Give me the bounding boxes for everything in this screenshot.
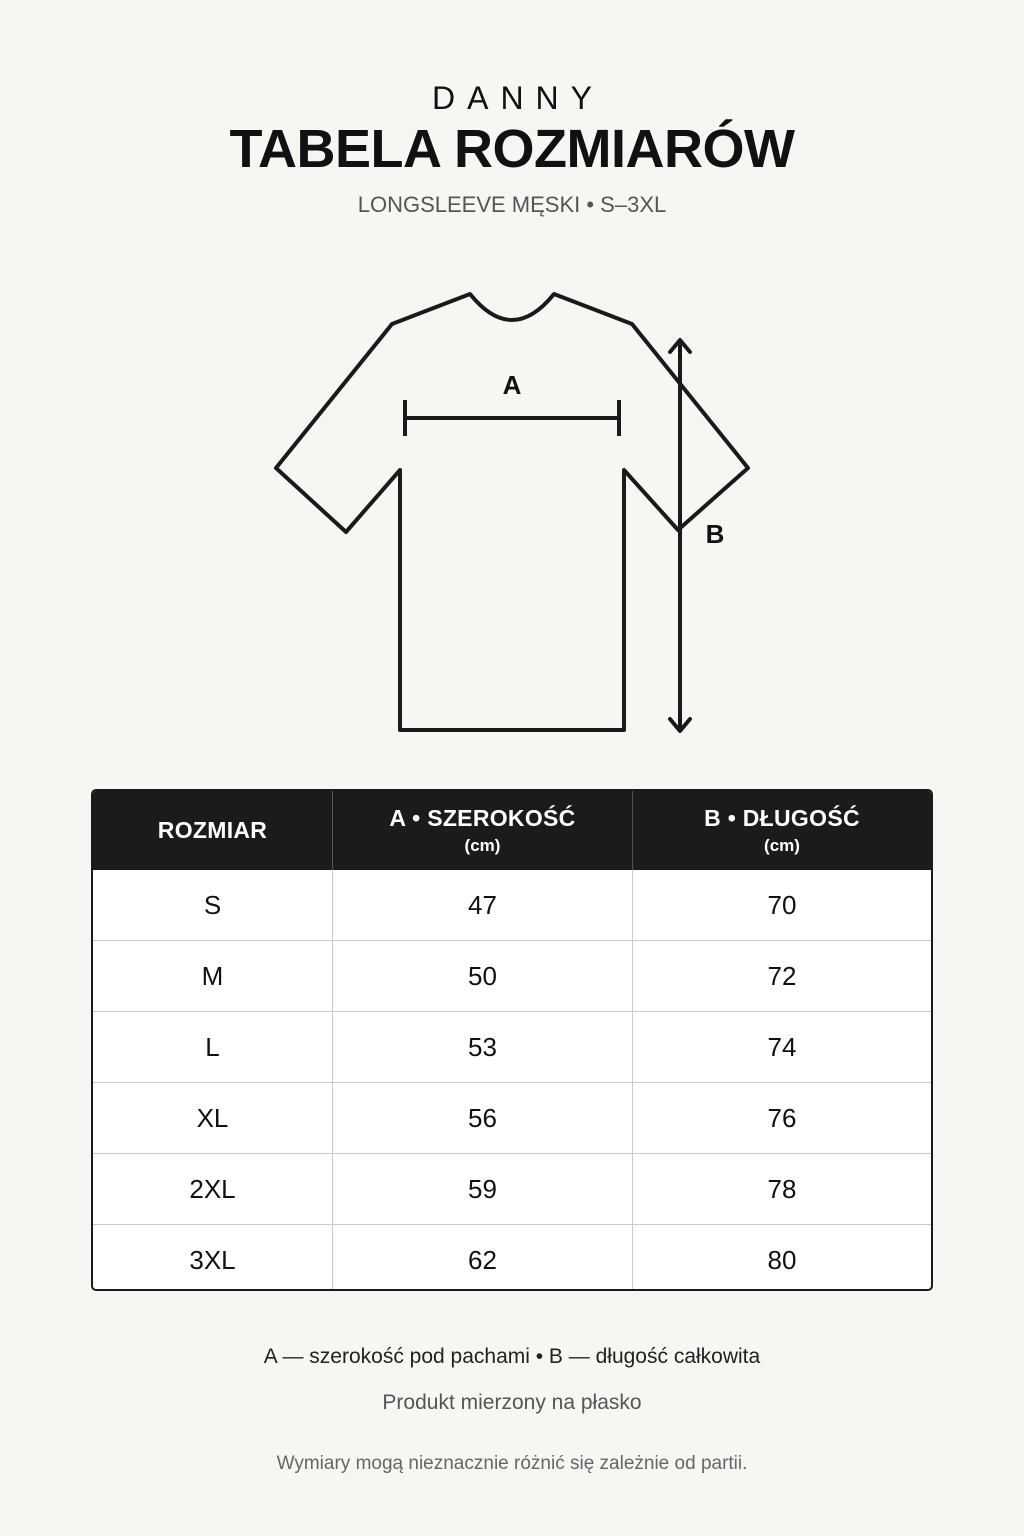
header-size-label: ROZMIAR — [157, 817, 268, 843]
header-length-unit: (cm) — [764, 836, 800, 855]
length-cell: 76 — [767, 1102, 797, 1133]
width-cell: 53 — [333, 1012, 633, 1082]
disclaimer-note: Wymiary mogą nieznacznie różnić się zależnie od partii. — [276, 1453, 748, 1474]
table-row — [93, 1153, 931, 1224]
size-cell: M — [93, 941, 333, 1011]
width-cell: 56 — [333, 1083, 633, 1153]
length-cell: 80 — [767, 1244, 797, 1275]
size-cell: S — [93, 870, 333, 940]
measure-b-arrow — [670, 340, 690, 731]
table-row — [93, 1082, 931, 1153]
header-width-unit: (cm) — [464, 836, 501, 855]
width-cell: 47 — [333, 870, 633, 940]
size-table — [91, 789, 933, 1291]
width-cell: 62 — [333, 1225, 633, 1291]
length-cell: 70 — [767, 889, 797, 920]
page-title: TABELA ROZMIARÓW — [229, 119, 795, 179]
tshirt-diagram — [0, 0, 1024, 760]
header-width-label: A • SZEROKOŚĆ — [389, 805, 576, 831]
header-length-label: B • DŁUGOŚĆ — [704, 805, 860, 831]
table-row — [93, 940, 931, 1011]
measure-b-label: B — [705, 519, 725, 549]
measure-a-line — [405, 400, 619, 436]
size-cell: XL — [93, 1083, 333, 1153]
width-cell: 59 — [333, 1154, 633, 1224]
length-cell: 78 — [767, 1173, 797, 1204]
header-size — [93, 791, 333, 870]
measurement-legend: A — szerokość pod pachami • B — długość całkowita — [263, 1345, 761, 1368]
header-length — [633, 791, 931, 870]
measured-flat-note: Produkt mierzony na płasko — [382, 1391, 642, 1414]
size-cell: 2XL — [93, 1154, 333, 1224]
brand-name: DANNY — [431, 80, 604, 116]
size-cell: 3XL — [93, 1225, 333, 1291]
length-cell: 72 — [767, 960, 797, 991]
header-width — [333, 791, 633, 870]
table-header-row — [93, 791, 931, 870]
table-row — [93, 1011, 931, 1082]
tshirt-outline-icon — [276, 294, 748, 730]
table-row — [93, 1224, 931, 1291]
size-cell: L — [93, 1012, 333, 1082]
measure-a-label: A — [502, 370, 522, 400]
table-row — [93, 870, 931, 940]
width-cell: 50 — [333, 941, 633, 1011]
page-subtitle: LONGSLEEVE MĘSKI • S–3XL — [357, 192, 667, 217]
length-cell: 74 — [767, 1031, 797, 1062]
